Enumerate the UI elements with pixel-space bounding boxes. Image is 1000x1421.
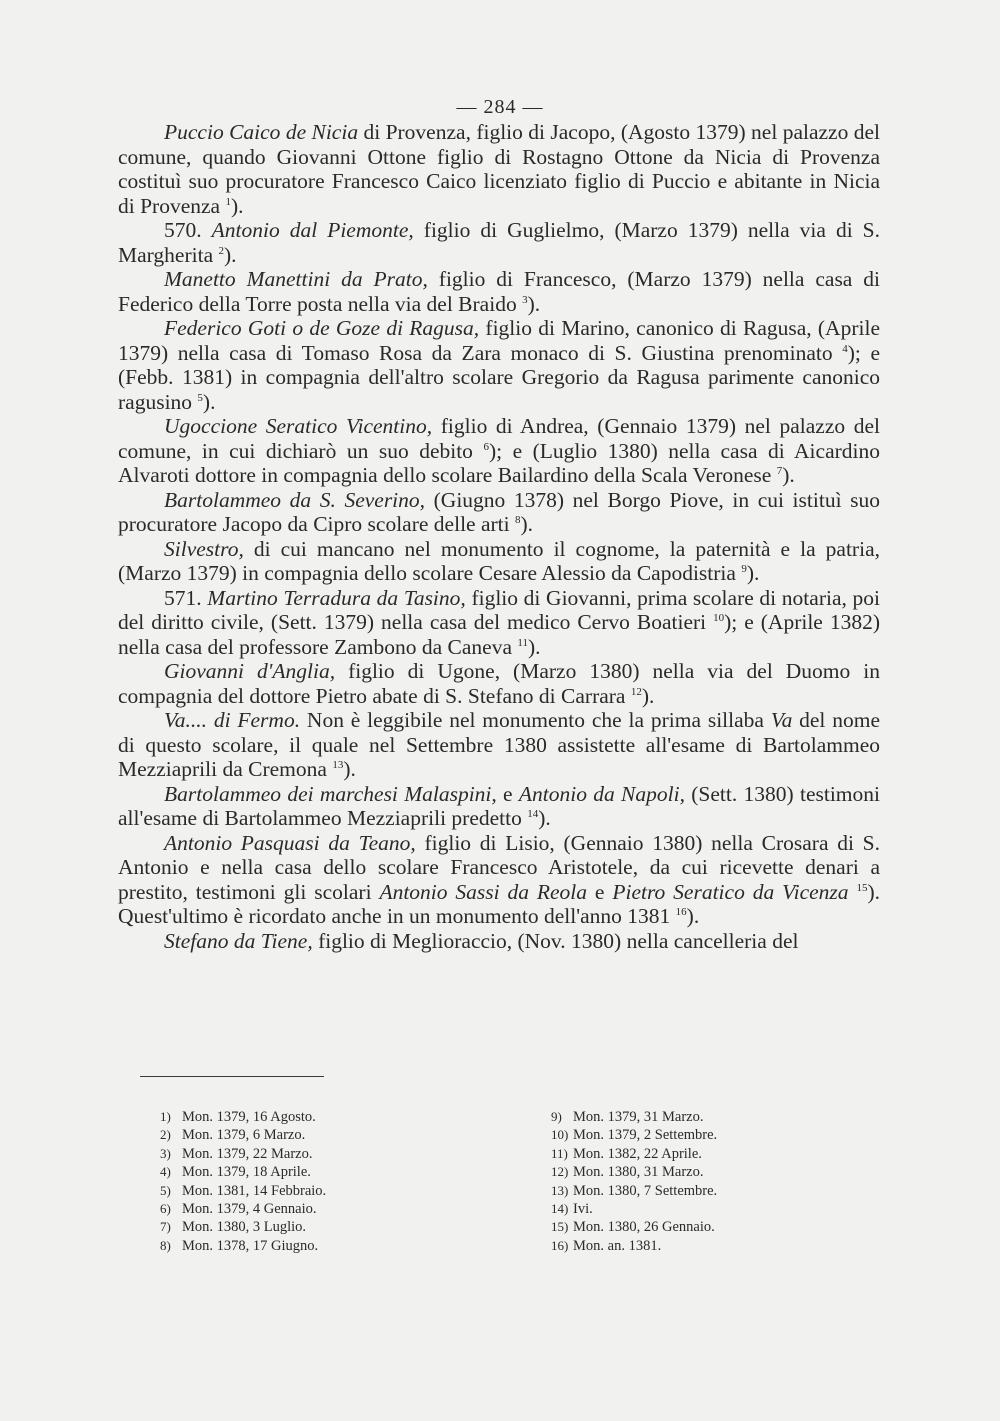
footnote-item — [551, 1218, 871, 1236]
footnote-item — [551, 1182, 871, 1200]
page-number: — 284 — — [456, 96, 544, 118]
footnote-text: Mon. 1380, 3 Luglio. — [182, 1219, 307, 1236]
footnote-item — [551, 1126, 871, 1144]
italic-name: Manetto Manettini da Prato, — [164, 267, 428, 291]
text-run: figlio di Giovanni, prima scolare di notaria, poi del diritto civile, (Sett. 1379) nella casa del medico Cervo Boatieri — [118, 585, 880, 634]
paragraph — [118, 414, 880, 488]
footnote-mark: 10) — [551, 1127, 569, 1143]
footnote-mark: 2) — [160, 1127, 171, 1143]
text-run: Non è leggibile nel monumento che la prima sillaba — [300, 708, 771, 732]
footnote-mark: 16) — [551, 1237, 569, 1253]
footnote-text: Mon. an. 1381. — [573, 1237, 662, 1254]
text-run: (Sett. 1380) testimoni all'esame di Bartolammeo Mezziaprili predetto — [118, 781, 880, 830]
italic-name: Ugoccione Seratico Vicentino, — [164, 414, 433, 438]
footnote-text: Mon. 1379, 2 Settembre. — [573, 1127, 718, 1144]
footnote-ref: 8 — [514, 514, 521, 526]
footnote-text: Ivi. — [573, 1201, 593, 1218]
text-run: (Giugno 1378) nel Borgo Piove, in cui istituì suo procuratore Jacopo da Cipro scolare delle arti — [118, 487, 881, 536]
footnote-mark: 8) — [160, 1237, 171, 1253]
footnotes-left-column — [160, 1108, 480, 1255]
footnote-mark: 3) — [160, 1145, 171, 1161]
italic-name: Giovanni d'Anglia, — [164, 659, 336, 683]
footnote-ref: 9 — [741, 563, 747, 575]
footnote-mark: 5) — [160, 1182, 171, 1198]
text-run: figlio di Guglielmo, (Marzo 1379) nella via di S. Margherita — [118, 218, 881, 267]
footnote-item — [160, 1200, 480, 1218]
footnote-item — [160, 1126, 480, 1144]
paragraph — [118, 586, 880, 660]
text-run: figlio di Marino, canonico di Ragusa, (Aprile 1379) nella casa di Tomaso Rosa da Zara monaco di S. Giustina prenominato — [118, 316, 880, 365]
italic-name: Martino Terradura da Tasino, — [207, 585, 466, 610]
italic-name: Silvestro, — [164, 536, 244, 561]
footnote-item — [160, 1182, 480, 1200]
footnote-item — [160, 1145, 480, 1163]
footnote-text: Mon. 1380, 26 Gennaio. — [573, 1219, 715, 1236]
text-run: ). — [343, 757, 356, 781]
text-run: e — [496, 781, 519, 806]
footnote-text: Mon. 1381, 14 Febbraio. — [182, 1182, 327, 1199]
paragraph — [118, 488, 880, 537]
text-run: figlio di Andrea, (Gennaio 1379) nel palazzo del comune, in cui dichiarò un suo debito — [118, 414, 880, 463]
footnote-item — [551, 1145, 871, 1163]
footnotes-right-column — [551, 1108, 871, 1255]
text-run: ). — [224, 242, 237, 267]
footnote-text: Mon. 1380, 31 Marzo. — [573, 1164, 704, 1181]
footnote-text: Mon. 1382, 22 Aprile. — [573, 1145, 702, 1162]
text-run: ); e (Febb. 1381) in compagnia dell'altro scolare Gregorio da Ragusa parimente canonico ragusino — [118, 340, 880, 414]
text-run: di cui mancano nel monumento il cognome, la paternità e la patria, (Marzo 1379) in compagnia dello scolare Cesare Alessio da Capodistria — [118, 536, 880, 585]
footnote-ref: 5 — [197, 391, 203, 404]
footnote-ref: 1 — [225, 195, 231, 208]
footnote-item — [551, 1108, 871, 1126]
text-run: ). — [641, 683, 655, 708]
footnote-item — [551, 1200, 871, 1218]
italic-name: Va.... di Fermo. — [164, 708, 301, 732]
footnote-item — [160, 1237, 480, 1255]
paragraph — [118, 120, 880, 218]
text-run: ). — [230, 193, 244, 218]
footnote-ref: 7 — [776, 465, 783, 477]
footnote-mark: 4) — [160, 1164, 171, 1180]
text-run: ). Quest'ultimo è ricordato anche in un monumento dell'anno 1381 — [118, 879, 880, 928]
footnote-ref: 10 — [713, 612, 725, 624]
footnote-mark: 15) — [551, 1219, 569, 1235]
text-run: ). — [686, 904, 700, 928]
italic-name: Federico Goti o de Goze di Ragusa, — [164, 316, 480, 340]
italic-name: Antonio dal Piemonte, — [211, 218, 414, 242]
italic-name: Bartolammeo dei marchesi Malaspini, — [164, 781, 497, 806]
footnote-item — [160, 1108, 480, 1126]
text-run: ). — [527, 291, 541, 316]
footnote-text: Mon. 1379, 31 Marzo. — [573, 1109, 704, 1125]
footnote-ref: 16 — [675, 906, 687, 918]
footnote-mark: 6) — [160, 1201, 171, 1217]
text-run: del nome di questo scolare, il quale nel Settembre 1380 assistette all'esame di Bartolammeo Mezziaprili da Cremona — [118, 708, 881, 781]
footnote-mark: 9) — [551, 1109, 562, 1124]
paragraph — [118, 929, 880, 954]
footnote-text: Mon. 1380, 7 Settembre. — [573, 1182, 718, 1199]
text-run: 571. — [164, 585, 208, 610]
italic-name: Antonio da Napoli, — [518, 781, 685, 806]
footnote-ref: 15 — [856, 881, 868, 894]
footnote-text: Mon. 1379, 22 Marzo. — [182, 1145, 313, 1162]
footnote-mark: 7) — [160, 1219, 171, 1235]
text-run: ). — [202, 389, 216, 414]
footnote-separator — [140, 1076, 324, 1077]
text-run: ). — [782, 463, 795, 487]
footnote-text: Mon. 1379, 6 Marzo. — [182, 1127, 306, 1144]
italic-name: Stefano da Tiene, — [164, 928, 313, 953]
footnote-mark: 14) — [551, 1201, 569, 1217]
paragraph — [118, 537, 880, 586]
body-text — [118, 120, 880, 953]
paragraph — [118, 831, 880, 929]
footnote-item — [160, 1163, 480, 1181]
paragraph — [118, 218, 880, 267]
text-run: e — [587, 879, 613, 904]
text-run: ). — [520, 512, 534, 536]
footnote-item — [160, 1218, 480, 1236]
footnote-text: Mon. 1379, 18 Aprile. — [182, 1164, 311, 1181]
footnote-ref: 13 — [332, 759, 344, 771]
footnote-item — [551, 1237, 871, 1255]
text-run: ); e (Aprile 1382) nella casa del professore Zambono da Caneva — [118, 610, 881, 659]
footnote-ref: 11 — [517, 636, 528, 649]
footnote-ref: 6 — [483, 440, 489, 453]
paragraph — [118, 267, 880, 316]
italic-name: Puccio Caico de Nicia — [164, 120, 359, 144]
italic-name: Va — [770, 708, 793, 732]
paragraph — [118, 782, 880, 831]
footnote-mark: 12) — [551, 1164, 569, 1180]
text-run: ). — [746, 561, 760, 585]
footnote-mark: 1) — [160, 1109, 171, 1124]
footnote-mark: 13) — [551, 1182, 569, 1198]
italic-name: Bartolammeo da S. Severino, — [164, 487, 426, 512]
paragraph — [118, 708, 880, 782]
footnote-ref: 2 — [218, 244, 224, 257]
text-run: 570. — [164, 218, 212, 242]
footnote-text: Mon. 1379, 4 Gennaio. — [182, 1201, 317, 1218]
footnote-mark: 11) — [551, 1145, 568, 1161]
text-run: ). — [527, 634, 541, 659]
text-run: figlio di Francesco, (Marzo 1379) nella casa di Federico della Torre posta nella via del Braido — [118, 267, 880, 316]
italic-name: Pietro Seratico da Vicenza — [612, 879, 849, 904]
text-run: figlio di Lisio, (Gennaio 1380) nella Crosara di S. Antonio e nella casa dello scolare Francesco Aristotele, da cui ricevette denari a prestito, testimoni gli scolari — [118, 830, 880, 904]
text-run: figlio di Ugone, (Marzo 1380) nella via del Duomo in compagnia del dottore Pietro abate di S. Stefano di Carrara — [118, 659, 881, 708]
text-run: di Provenza, figlio di Jacopo, (Agosto 1379) nel palazzo del comune, quando Giovanni Ottone figlio di Rostagno Ottone da Nicia di Provenza costituì suo procuratore Francesco Caico licenziato figlio di Puccio e abitante in Nicia di Provenza — [118, 120, 880, 218]
italic-name: Antonio Sassi da Reola — [379, 879, 588, 904]
footnote-text: Mon. 1379, 16 Agosto. — [182, 1109, 316, 1125]
footnote-ref: 12 — [630, 685, 642, 698]
text-run: ); e (Luglio 1380) nella casa di Aicardino Alvaroti dottore in compagnia dello scolare Bailardino della Scala Veronese — [118, 438, 880, 487]
italic-name: Antonio Pasquasi da Teano, — [164, 830, 416, 855]
footnote-ref: 4 — [842, 342, 848, 355]
text-run: figlio di Meglioraccio, (Nov. 1380) nella cancelleria del — [312, 928, 799, 953]
footnote-item — [551, 1163, 871, 1181]
text-run: ). — [538, 806, 551, 830]
paragraph — [118, 316, 880, 414]
footnote-ref: 3 — [522, 293, 528, 306]
footnote-ref: 14 — [527, 808, 539, 820]
footnote-text: Mon. 1378, 17 Giugno. — [182, 1237, 319, 1254]
paragraph — [118, 659, 880, 708]
